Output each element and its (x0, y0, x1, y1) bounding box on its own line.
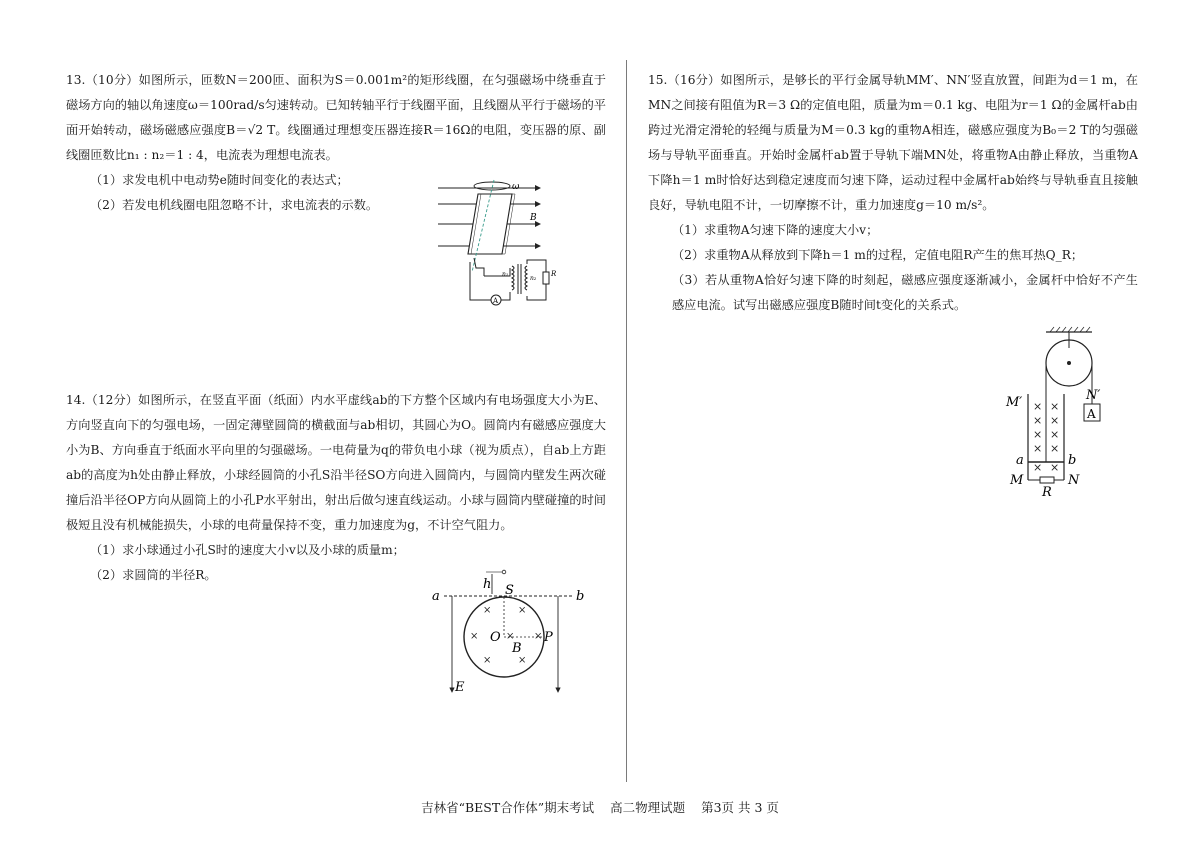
generator-transformer-diagram (430, 176, 580, 308)
cylinder-field-diagram (426, 566, 594, 696)
svg-text:×: × (1033, 461, 1043, 474)
svg-text:×: × (470, 631, 479, 642)
label-p: P (544, 630, 553, 645)
q15-figure (1000, 326, 1110, 498)
footer-exam: 吉林省“BEST合作体”期末考试 (421, 800, 595, 815)
q14-sub1: （1）求小球通过小孔S时的速度大小v以及小球的质量m； (90, 543, 405, 557)
ammeter-label: A (493, 297, 499, 305)
label-e: E (455, 680, 465, 695)
q15-text: 15.（16分）如图所示，是够长的平行金属导轨MM′、NN′竖直放置，间距为d＝1 m，在MN之间接有阻值为R＝3 Ω的定值电阻，质量为m＝0.1 kg、电阻为r＝1 Ω的金属杆ab由跨过光滑定滑轮的轻绳与质量为M＝0.3 kg的重物A相连，磁感应强度为B₀＝2 T的匀强磁场与导轨平面垂直。开始时金属杆ab置于导轨下端MN处，将重物A由静止释放，当重物A下降h＝1 m时恰好达到稳定速度而匀速下降，运动过程中金属杆ab始终与导轨垂直且接触良好，导轨电阻不计，一切摩擦不计，重力加速度g＝10 m/s²。 (648, 73, 1138, 212)
primary-coil (512, 266, 514, 290)
q14-text: 14.（12分）如图所示，在竖直平面（纸面）内水平虚线ab的下方整个区域内有电场强度大小为E、方向竖直向下的匀强电场，一固定薄壁圆筒的横截面与ab相切，其圆心为O。圆筒内有磁感应强度大小为B、方向垂直于纸面水平向里的匀强磁场。一电荷量为q的带负电小球（视为质点），自ab上方距ab的高度为h处由静止释放，小球经圆筒的小孔S沿半径SO方向进入圆筒内，与圆筒内壁发生两次碰撞后沿半径OP方向从圆筒上的小孔P水平射出，射出后做匀速直线运动。小球与圆筒内壁碰撞的时间极短且没有机械能损失，小球的电荷量保持不变，重力加速度为g，不计空气阻力。 (66, 393, 606, 532)
q13-text: 13.（10分）如图所示，匝数N＝200匝、面积为S＝0.001m²的矩形线圈，在匀强磁场中绕垂直于磁场方向的轴以角速度ω＝100rad/s匀速转动。已知转轴平行于线圈平面，且线圈从平行于磁场的平面开始转动，磁场磁感应强度B＝√2 T。线圈通过理想变压器连接R＝16Ω的电阻，变压器的原、副线圈匝数比n₁ : n₂＝1 : 4，电流表为理想电流表。 (66, 73, 606, 162)
right-column (648, 68, 1138, 318)
column-divider (626, 60, 627, 782)
n2-label: n₂ (530, 275, 537, 282)
page-footer (0, 798, 1200, 816)
svg-text:×: × (518, 605, 527, 616)
q13-sub1: （1）求发电机中电动势e随时间变化的表达式； (90, 173, 349, 187)
q14-sub2: （2）求圆筒的半径R。 (90, 568, 217, 582)
svg-text:×: × (483, 605, 492, 616)
n1-label: n₁ (502, 271, 509, 278)
label-n-prime: N′ (1086, 388, 1101, 403)
q15-sub2: （2）求重物A从释放到下降h＝1 m的过程，定值电阻R产生的焦耳热Q_R； (672, 248, 1084, 262)
svg-text:×: × (534, 631, 543, 642)
svg-text:×: × (1050, 442, 1060, 455)
svg-text:×: × (1033, 400, 1043, 413)
q15-sub3: （3）若从重物A恰好匀速下降的时刻起，磁感应强度逐渐减小，金属杆中恰好不产生感应电流。试写出磁感应强度B随时间t变化的关系式。 (672, 273, 1138, 312)
footer-page: 第3页 共 3 页 (701, 800, 779, 815)
label-m-prime: M′ (1006, 395, 1023, 410)
question-14 (66, 388, 606, 588)
ball-icon (502, 570, 506, 574)
weight-label: A (1087, 407, 1096, 421)
q15-sub1: （1）求重物A匀速下降的速度大小v； (672, 223, 879, 237)
magnetic-field-crosses (470, 605, 542, 666)
svg-text:×: × (1050, 414, 1060, 427)
label-b: b (576, 589, 585, 604)
label-m: M (1010, 473, 1024, 488)
q14-figure (426, 566, 594, 696)
omega-label: ω (512, 182, 520, 192)
label-s: S (505, 583, 514, 598)
label-a: a (432, 589, 440, 604)
label-b-field: B (512, 641, 522, 656)
label-r: R (1042, 485, 1052, 498)
svg-text:×: × (1033, 428, 1043, 441)
svg-text:×: × (506, 631, 515, 642)
b-field-label: B (530, 213, 537, 223)
q13-sub2: （2）若发电机线圈电阻忽略不计，求电流表的示数。 (90, 198, 379, 212)
r-label: R (551, 270, 557, 278)
resistor-r (543, 272, 549, 284)
secondary-coil (525, 266, 527, 290)
svg-text:×: × (1033, 442, 1043, 455)
left-column-lower (66, 388, 606, 588)
svg-text:×: × (1050, 400, 1060, 413)
label-o: O (490, 630, 501, 645)
q13-figure (430, 176, 580, 308)
svg-text:×: × (518, 655, 527, 666)
footer-subject: 高二物理试题 (610, 800, 686, 815)
label-h: h (483, 577, 492, 592)
svg-text:×: × (1050, 428, 1060, 441)
label-a: a (1016, 453, 1024, 468)
resistor-r (1040, 477, 1054, 483)
label-b: b (1068, 453, 1077, 468)
coil (468, 194, 512, 254)
rails-pulley-diagram (1000, 326, 1110, 498)
svg-text:×: × (1033, 414, 1043, 427)
svg-text:×: × (1050, 461, 1060, 474)
label-n: N (1068, 473, 1080, 488)
svg-text:×: × (483, 655, 492, 666)
question-15 (648, 68, 1138, 318)
rotation-arrow-icon (474, 182, 510, 190)
